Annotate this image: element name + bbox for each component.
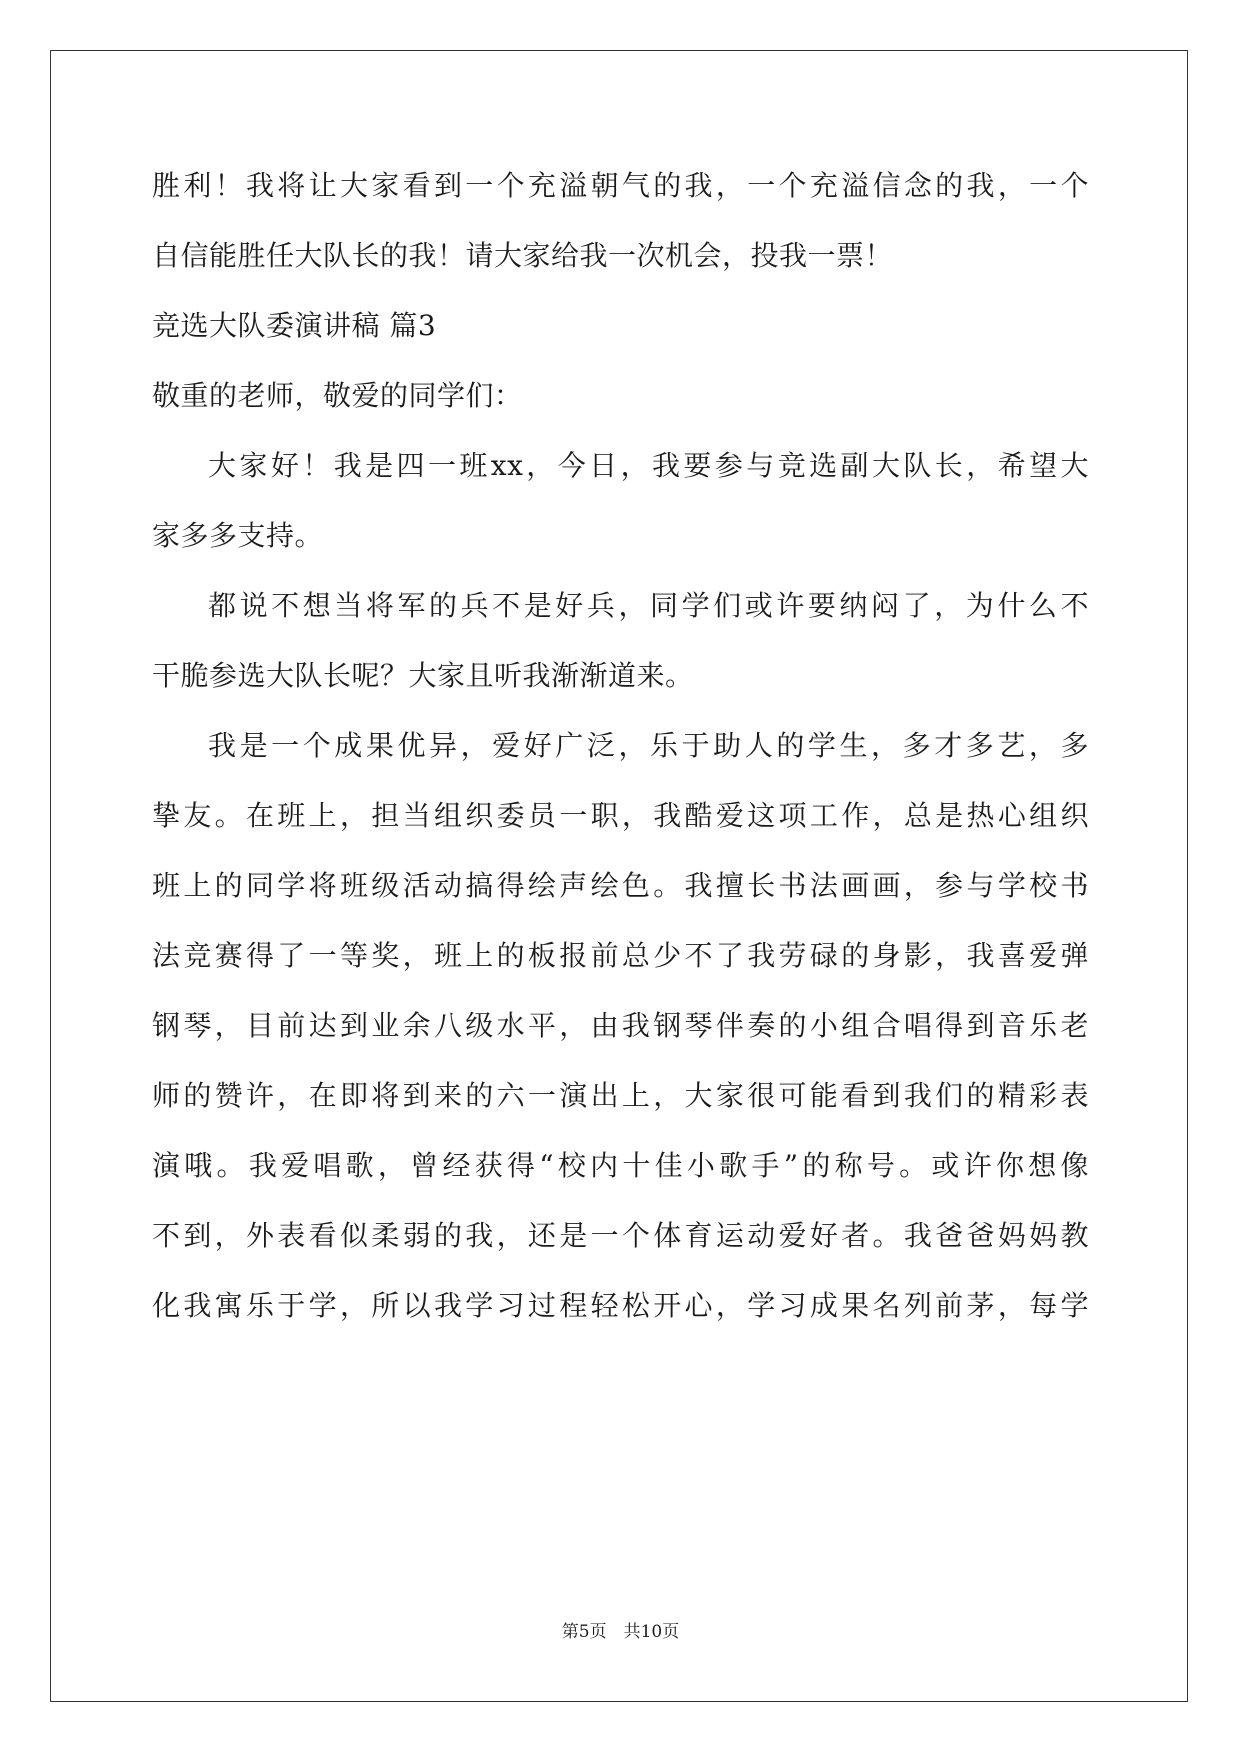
paragraph-line: 师的赞许，在即将到来的六一演出上，大家很可能看到我们的精彩表 <box>152 1079 1089 1112</box>
paragraph-line: 家多多支持。 <box>152 519 324 552</box>
paragraph-line: 我是一个成果优异，爱好广泛，乐于助人的学生，多才多艺，多 <box>208 729 1089 762</box>
page-number-footer: 第5页 共10页 <box>561 1622 680 1642</box>
paragraph-line: 钢琴，目前达到业余八级水平，由我钢琴伴奏的小组合唱得到音乐老 <box>152 1009 1089 1042</box>
section-heading: 竞选大队委演讲稿 篇3 <box>152 309 437 342</box>
paragraph-line: 都说不想当将军的兵不是好兵，同学们或许要纳闷了，为什么不 <box>208 589 1089 622</box>
paragraph-line: 干脆参选大队长呢？大家且听我渐渐道来。 <box>152 659 694 692</box>
paragraph-line: 挚友。在班上，担当组织委员一职，我酷爱这项工作，总是热心组织 <box>152 799 1089 832</box>
paragraph-line: 演哦。我爱唱歌，曾经获得“校内十佳小歌手”的称号。或许你想像 <box>152 1149 1089 1182</box>
paragraph-line: 化我寓乐于学，所以我学习过程轻松开心，学习成果名列前茅，每学 <box>152 1289 1089 1322</box>
paragraph-line: 不到，外表看似柔弱的我，还是一个体育运动爱好者。我爸爸妈妈教 <box>152 1219 1089 1252</box>
paragraph-line: 班上的同学将班级活动搞得绘声绘色。我擅长书法画画，参与学校书 <box>152 869 1089 902</box>
salutation: 敬重的老师，敬爱的同学们： <box>152 379 523 412</box>
paragraph-line: 大家好！我是四一班xx，今日，我要参与竞选副大队长，希望大 <box>208 449 1089 482</box>
paragraph-line: 法竞赛得了一等奖，班上的板报前总少不了我劳碌的身影，我喜爱弹 <box>152 939 1089 972</box>
text-line: 自信能胜任大队长的我！请大家给我一次机会，投我一票！ <box>152 239 894 272</box>
text-line: 胜利！我将让大家看到一个充溢朝气的我，一个充溢信念的我，一个 <box>152 169 1089 202</box>
